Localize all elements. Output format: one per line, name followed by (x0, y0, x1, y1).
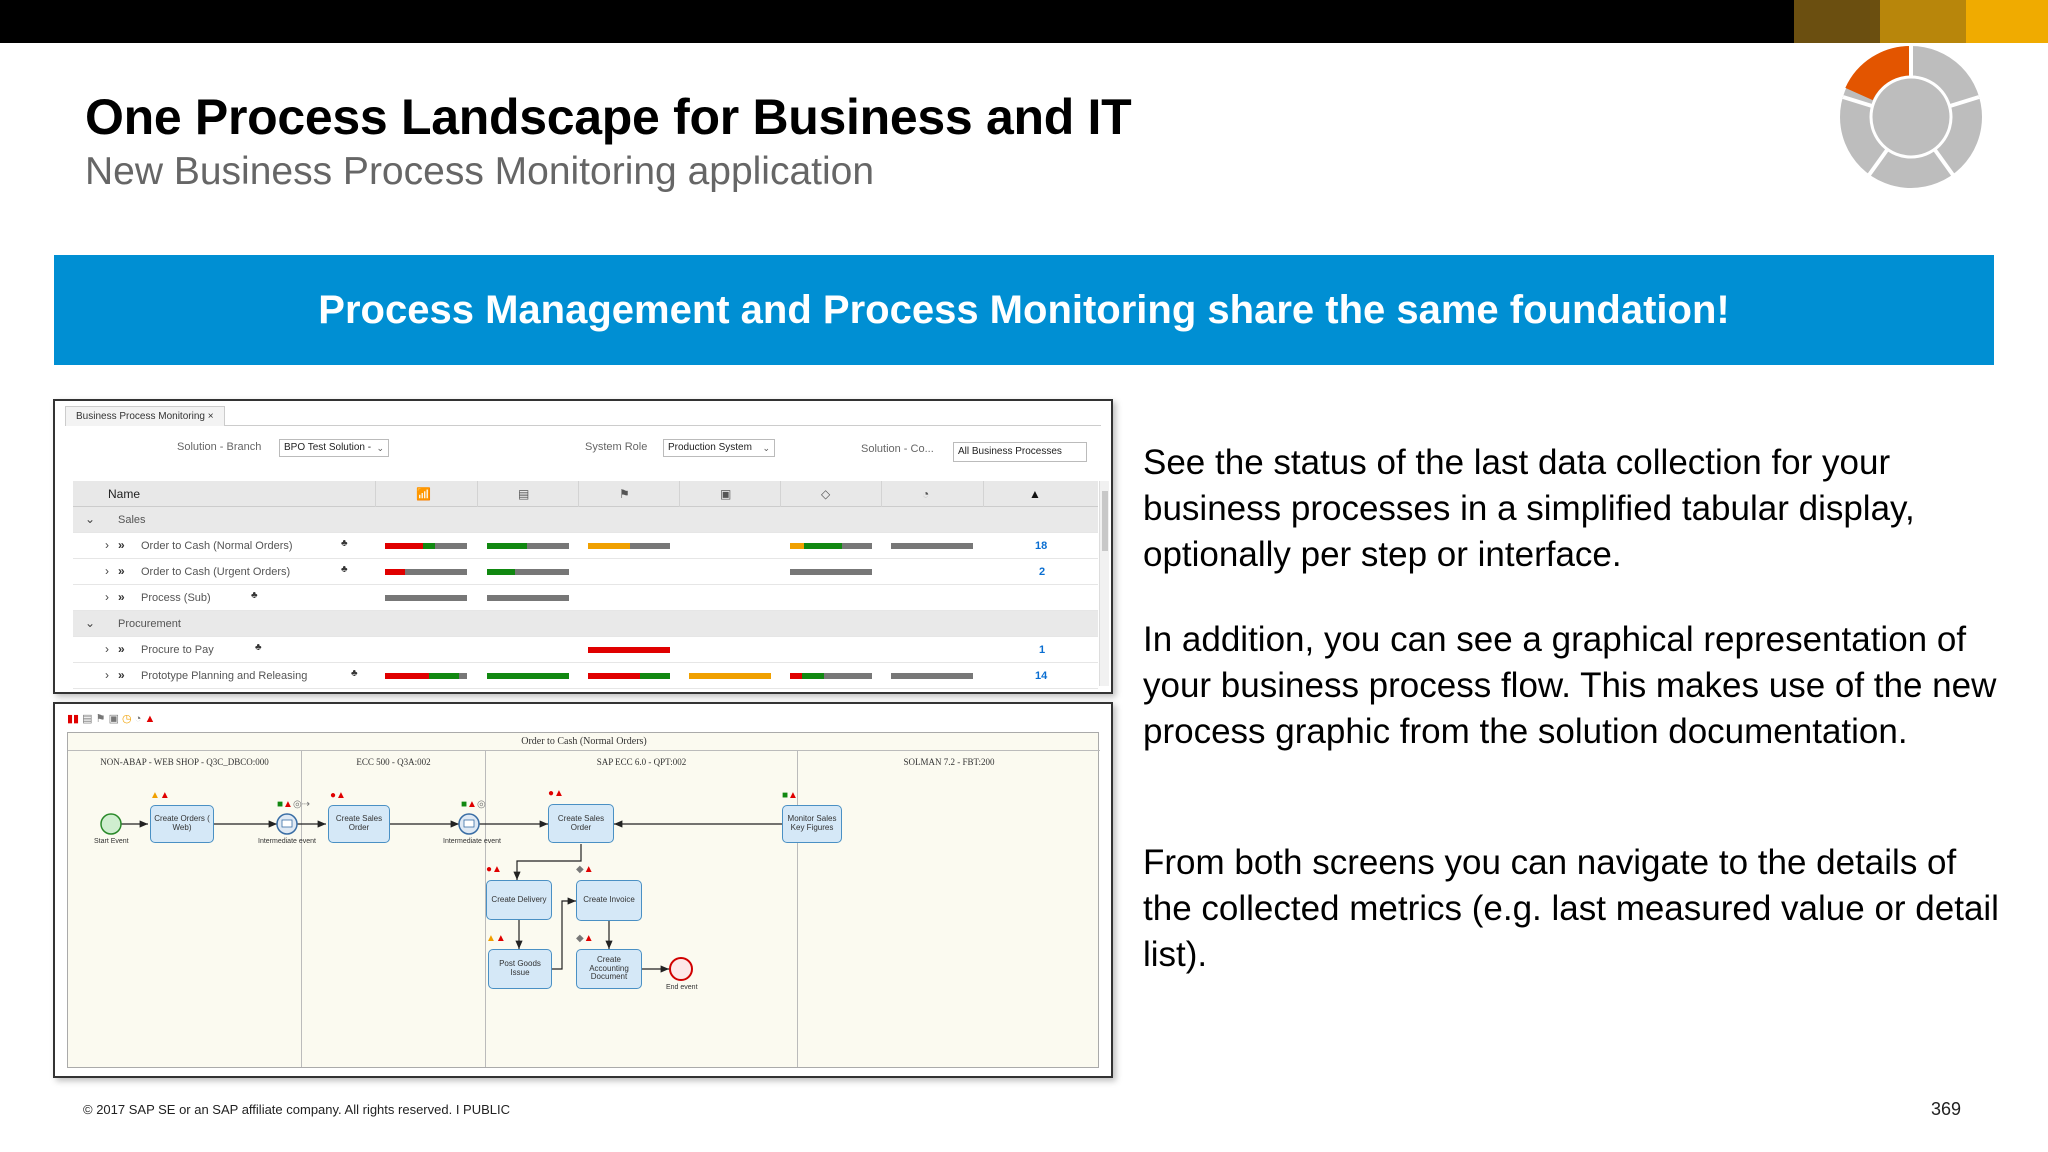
tab-business-process-monitoring[interactable] (65, 406, 225, 426)
scrollbar-thumb[interactable] (1102, 491, 1108, 551)
process-name: Prototype Planning and Releasing (141, 670, 308, 682)
color-block (1794, 0, 1880, 43)
color-block (1880, 0, 1966, 43)
chart-icon: 📶 (416, 487, 431, 501)
column-header[interactable] (780, 481, 831, 507)
status-bar[interactable] (487, 673, 569, 679)
status-alert-icons[interactable]: ●▲ (548, 788, 564, 799)
clock-icon[interactable]: ◷ (122, 713, 132, 725)
hierarchy-icon[interactable]: ♣ (255, 642, 262, 653)
status-bar[interactable] (385, 569, 467, 575)
column-header[interactable] (477, 481, 530, 507)
status-bar[interactable] (588, 673, 670, 679)
process-status-table (73, 481, 1108, 691)
status-alert-icons[interactable]: ●▲ (330, 790, 346, 801)
table-header (73, 481, 1098, 507)
alert-icon[interactable]: ▲ (144, 713, 156, 725)
table-row[interactable] (73, 585, 1098, 611)
lane-title: ECC 500 - Q3A:002 (356, 757, 431, 767)
status-bar[interactable] (385, 673, 467, 679)
monitoring-table-screenshot (53, 399, 1113, 694)
status-bar[interactable] (790, 543, 872, 549)
status-alert-icons[interactable]: ■▲◎ (461, 799, 486, 810)
paragraph-status: See the status of the last data collection for your business processes in a simplified tabular display, optionally per step or interface. (1143, 443, 1915, 574)
gauge-icon: ◔ (922, 487, 930, 501)
status-bar[interactable] (487, 595, 569, 601)
start-event-label: Start Event (94, 838, 129, 845)
drilldown-icon[interactable]: » (118, 590, 125, 604)
slide-subtitle: New Business Process Monitoring application (85, 150, 875, 193)
status-alert-icons[interactable]: ◆▲ (576, 933, 594, 944)
intermediate-event-label: Intermediate event (443, 838, 501, 845)
status-bar[interactable] (790, 673, 872, 679)
table-row[interactable] (73, 637, 1098, 663)
flag-icon: ⚑ (619, 487, 630, 501)
lane-title: NON-ABAP - WEB SHOP - Q3C_DBCO:000 (100, 757, 269, 767)
page-number: 369 (1931, 1099, 1962, 1119)
alert-count[interactable]: 1 (1039, 644, 1046, 656)
intermediate-event-label: Intermediate event (258, 838, 316, 845)
color-block (1966, 0, 2048, 43)
status-alert-icons[interactable]: ◆▲ (576, 864, 594, 875)
calendar-icon[interactable]: ▣ (108, 713, 119, 725)
end-event-label: End event (666, 984, 698, 991)
status-alert-icons[interactable]: ■▲ (782, 790, 798, 801)
role-select[interactable] (663, 439, 775, 457)
chevron-right-icon[interactable]: › (105, 668, 109, 682)
task-create-orders[interactable]: Create Orders ( Web) (150, 805, 214, 843)
key-message-banner: Process Management and Process Monitoring share the same foundation! (54, 255, 1994, 365)
column-header[interactable] (578, 481, 630, 507)
status-bar[interactable] (891, 543, 973, 549)
column-header[interactable] (881, 481, 930, 507)
top-color-bar (0, 0, 2048, 43)
hierarchy-icon[interactable]: ♣ (251, 590, 258, 601)
diamond-icon: ◇ (821, 487, 831, 501)
column-header[interactable] (375, 481, 431, 507)
table-row[interactable] (73, 533, 1098, 559)
status-alert-icons[interactable]: ■▲◎⇢ (277, 799, 311, 810)
task-create-sales-order-ecc[interactable]: Create Sales Order (328, 805, 390, 843)
chart-icon[interactable]: ▮▮ (67, 713, 80, 725)
tab-label: Business Process Monitoring (76, 411, 205, 422)
status-alert-icons[interactable]: ▲▲ (150, 790, 170, 801)
task-create-invoice[interactable]: Create Invoice (576, 880, 642, 921)
paragraph-graphic: In addition, you can see a graphical representation of your business process flow. This makes use of the new process graphic from the solution documentation. (1143, 620, 1997, 751)
document-icon[interactable]: ▤ (82, 713, 93, 725)
context-label: Solution - Co... (861, 443, 934, 455)
status-bar[interactable] (790, 569, 872, 575)
process-name: Order to Cash (Normal Orders) (141, 540, 293, 552)
chevron-right-icon[interactable]: › (105, 564, 109, 578)
branch-label: Solution - Branch (177, 441, 262, 453)
status-bar[interactable] (385, 595, 467, 601)
status-bar[interactable] (588, 543, 670, 549)
alert-count[interactable]: 2 (1039, 566, 1046, 578)
alert-count[interactable]: 18 (1035, 540, 1048, 552)
status-bar[interactable] (588, 647, 670, 653)
process-flow-canvas (67, 732, 1099, 1068)
lane-title: SAP ECC 6.0 - QPT:002 (596, 757, 687, 767)
gauge-icon[interactable]: ◔ (134, 713, 142, 725)
copyright-footer: © 2017 SAP SE or an SAP affiliate company. All rights reserved. I PUBLIC (83, 1102, 511, 1117)
chevron-right-icon[interactable]: › (105, 642, 109, 656)
alert-count[interactable]: 14 (1035, 670, 1048, 682)
status-alert-icons[interactable]: ●▲ (486, 864, 502, 875)
graphic-toolbar (67, 712, 155, 725)
document-icon: ▤ (518, 487, 530, 501)
branch-value: BPO Test Solution - (284, 442, 372, 453)
column-header[interactable] (983, 481, 1041, 507)
status-alert-icons[interactable]: ▲▲ (486, 933, 506, 944)
branch-select[interactable] (279, 439, 389, 457)
process-name: Order to Cash (Urgent Orders) (141, 566, 291, 578)
chevron-down-icon: ⌄ (376, 443, 384, 453)
task-create-sales-order-sap[interactable]: Create Sales Order (548, 804, 614, 843)
table-row-group[interactable] (73, 611, 1098, 637)
chevron-right-icon[interactable]: › (105, 538, 109, 552)
chevron-right-icon[interactable]: › (105, 590, 109, 604)
task-post-goods-issue[interactable]: Post Goods Issue (488, 949, 552, 989)
calendar-icon: ▣ (720, 487, 732, 501)
role-label: System Role (585, 441, 648, 453)
process-graphic-screenshot (53, 702, 1113, 1078)
hierarchy-icon[interactable]: ♣ (341, 564, 348, 575)
chevron-down-icon[interactable]: ⌄ (85, 512, 96, 526)
process-name: Process (Sub) (141, 592, 211, 604)
table-row[interactable] (73, 663, 1098, 689)
drilldown-icon[interactable]: » (118, 668, 125, 682)
table-row-group[interactable] (73, 507, 1098, 533)
drilldown-icon[interactable]: » (118, 564, 125, 578)
status-bar[interactable] (891, 673, 973, 679)
status-bar[interactable] (487, 569, 569, 575)
tab-strip (65, 406, 1101, 426)
group-label: Sales (118, 514, 146, 526)
context-select[interactable] (953, 442, 1087, 462)
drilldown-icon[interactable]: » (118, 642, 125, 656)
flag-icon[interactable]: ⚑ (95, 713, 106, 725)
group-label: Procurement (118, 618, 181, 630)
context-value: All Business Processes (958, 446, 1062, 457)
slide-title: One Process Landscape for Business and IT (85, 89, 1132, 145)
task-monitor-sales-key-figures[interactable]: Monitor Sales Key Figures (782, 805, 842, 843)
drilldown-icon[interactable]: » (118, 538, 125, 552)
vertical-scrollbar[interactable] (1099, 481, 1109, 686)
table-row[interactable] (73, 559, 1098, 585)
status-bar[interactable] (385, 543, 467, 549)
column-header[interactable] (679, 481, 732, 507)
chevron-down-icon[interactable]: ⌄ (85, 616, 96, 630)
task-create-delivery[interactable]: Create Delivery (486, 880, 552, 920)
process-name: Procure to Pay (141, 644, 214, 656)
role-value: Production System (668, 442, 752, 453)
paragraph-navigation: From both screens you can navigate to the details of the collected metrics (e.g. last measured value or detail list). (1143, 843, 1999, 974)
column-header-name: Name (108, 487, 141, 501)
chevron-down-icon: ⌄ (762, 443, 770, 453)
status-bar[interactable] (487, 543, 569, 549)
process-donut-icon (1836, 42, 1986, 192)
process-graphic-title: Order to Cash (Normal Orders) (68, 733, 1100, 751)
hierarchy-icon[interactable]: ♣ (351, 668, 358, 679)
task-create-accounting-document[interactable]: Create Accounting Document (576, 949, 642, 989)
status-bar[interactable] (689, 673, 771, 679)
lane-title: SOLMAN 7.2 - FBT:200 (903, 757, 995, 767)
close-icon[interactable]: × (207, 411, 214, 422)
hierarchy-icon[interactable]: ♣ (341, 538, 348, 549)
alert-icon: ▲ (1029, 487, 1041, 501)
